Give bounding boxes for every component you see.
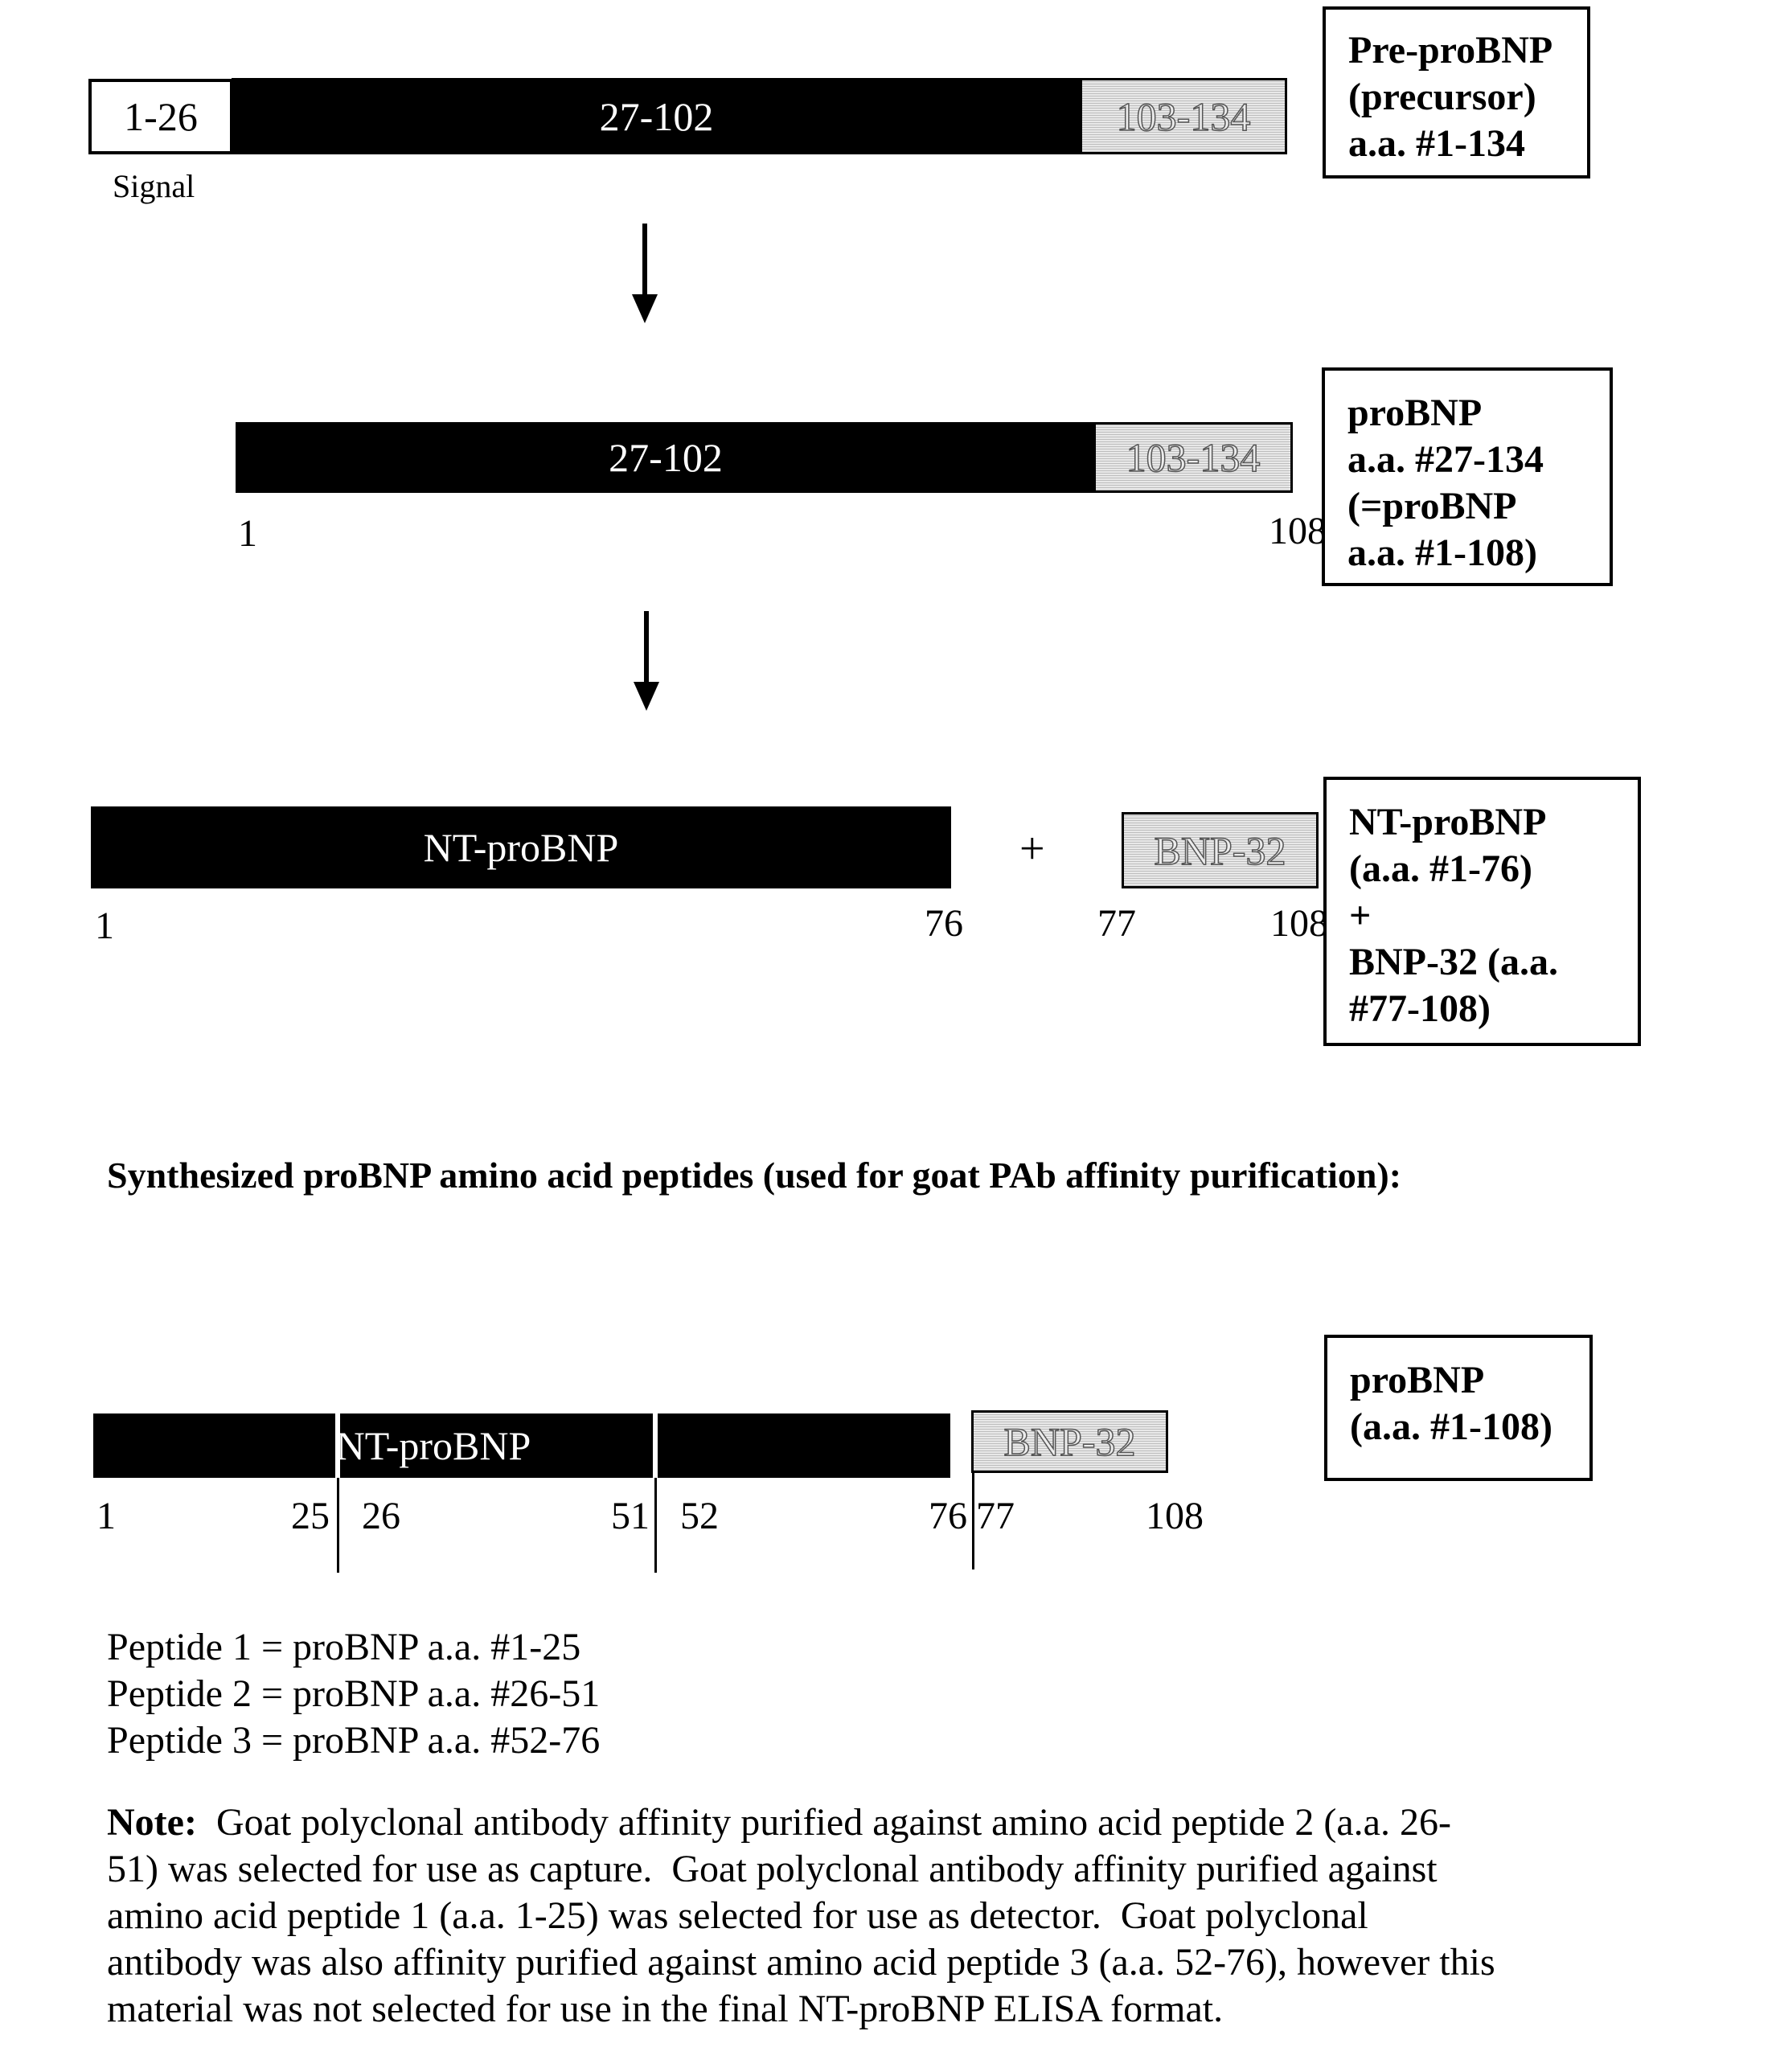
note-line: Goat polyclonal antibody affinity purified against amino acid peptide 2 (a.a. 26- <box>197 1801 1451 1844</box>
note-line: antibody was also affinity purified against amino acid peptide 3 (a.a. 52-76), however this <box>107 1939 1634 1986</box>
note-line: amino acid peptide 1 (a.a. 1-25) was selected for use as detector. Goat polyclonal <box>107 1893 1634 1939</box>
bnp32-segment <box>971 1410 1168 1473</box>
segment-103-134-label: 103-134 <box>1117 93 1251 140</box>
nt-probnp-label: NT-proBNP <box>424 824 619 871</box>
segment-27-102-label: 27-102 <box>609 434 723 481</box>
probnp-peptide-label-box <box>1324 1335 1593 1481</box>
box-line: a.a. #1-108) <box>1347 530 1610 576</box>
divider-51-52 <box>653 1413 658 1478</box>
segment-103-134 <box>1093 422 1293 493</box>
boundary-line <box>337 1478 339 1573</box>
note-line: 51) was selected for use as capture. Goat polyclonal antibody affinity purified against <box>107 1846 1634 1893</box>
position-end: 108 <box>1269 512 1327 551</box>
box-line: BNP-32 (a.a. <box>1349 939 1638 986</box>
nt-probnp-peptide-bar <box>93 1413 950 1478</box>
box-line: a.a. #1-134 <box>1348 121 1587 167</box>
position-76: 76 <box>929 1497 967 1536</box>
position-108: 108 <box>1146 1497 1204 1536</box>
position-51: 51 <box>611 1497 650 1536</box>
arrow-head-icon <box>632 294 658 323</box>
segment-103-134-label: 103-134 <box>1126 434 1261 481</box>
segment-103-134 <box>1080 78 1287 154</box>
position-26: 26 <box>362 1497 400 1536</box>
box-line: Pre-proBNP <box>1348 27 1587 74</box>
arrow-down-icon <box>644 611 649 685</box>
signal-label: Signal <box>113 170 195 203</box>
position-76: 76 <box>925 905 963 943</box>
nt-probnp-label-box <box>1323 777 1641 1046</box>
note-line: material was not selected for use in the final NT-proBNP ELISA format. <box>107 1986 1634 2033</box>
probnp-label-box <box>1322 367 1613 586</box>
nt-probnp-segment <box>91 806 951 888</box>
arrow-down-icon <box>642 224 647 297</box>
peptide-list <box>107 1624 600 1764</box>
position-1: 1 <box>96 1497 116 1536</box>
prepro-label-box <box>1323 6 1590 178</box>
position-77: 77 <box>1097 905 1136 943</box>
box-line: (a.a. #1-108) <box>1350 1404 1589 1450</box>
position-108: 108 <box>1270 905 1328 943</box>
position-77: 77 <box>976 1497 1015 1536</box>
bnp32-label: BNP-32 <box>1004 1418 1136 1465</box>
plus-sign: + <box>1019 827 1045 872</box>
box-line: (precursor) <box>1348 74 1587 121</box>
box-line: proBNP <box>1347 390 1610 437</box>
box-line: (a.a. #1-76) <box>1349 846 1638 892</box>
arrow-head-icon <box>634 682 659 711</box>
boundary-line <box>654 1478 657 1573</box>
segment-27-102 <box>232 78 1081 154</box>
box-line: + <box>1349 892 1638 939</box>
boundary-line <box>972 1473 974 1569</box>
position-25: 25 <box>291 1497 330 1536</box>
divider-25-26 <box>335 1413 340 1478</box>
position-start: 1 <box>238 515 257 553</box>
nt-probnp-label: NT-proBNP <box>336 1422 531 1469</box>
position-1: 1 <box>95 907 114 946</box>
signal-segment-label: 1-26 <box>124 93 198 140</box>
peptide-item: Peptide 2 = proBNP a.a. #26-51 <box>107 1671 600 1717</box>
position-52: 52 <box>680 1497 719 1536</box>
segment-27-102 <box>236 422 1096 493</box>
bnp32-label: BNP-32 <box>1155 827 1286 874</box>
peptide-item: Peptide 1 = proBNP a.a. #1-25 <box>107 1624 600 1671</box>
section-heading: Synthesized proBNP amino acid peptides (used for goat PAb affinity purification): <box>107 1154 1401 1196</box>
bnp32-segment <box>1122 812 1319 888</box>
box-line: (=proBNP <box>1347 483 1610 530</box>
signal-segment <box>88 79 233 154</box>
note-paragraph <box>107 1799 1634 2033</box>
box-line: a.a. #27-134 <box>1347 437 1610 483</box>
segment-27-102-label: 27-102 <box>600 93 714 140</box>
box-line: #77-108) <box>1349 986 1638 1032</box>
box-line: proBNP <box>1350 1357 1589 1404</box>
peptide-item: Peptide 3 = proBNP a.a. #52-76 <box>107 1717 600 1764</box>
note-label: Note: <box>107 1801 197 1844</box>
box-line: NT-proBNP <box>1349 799 1638 846</box>
